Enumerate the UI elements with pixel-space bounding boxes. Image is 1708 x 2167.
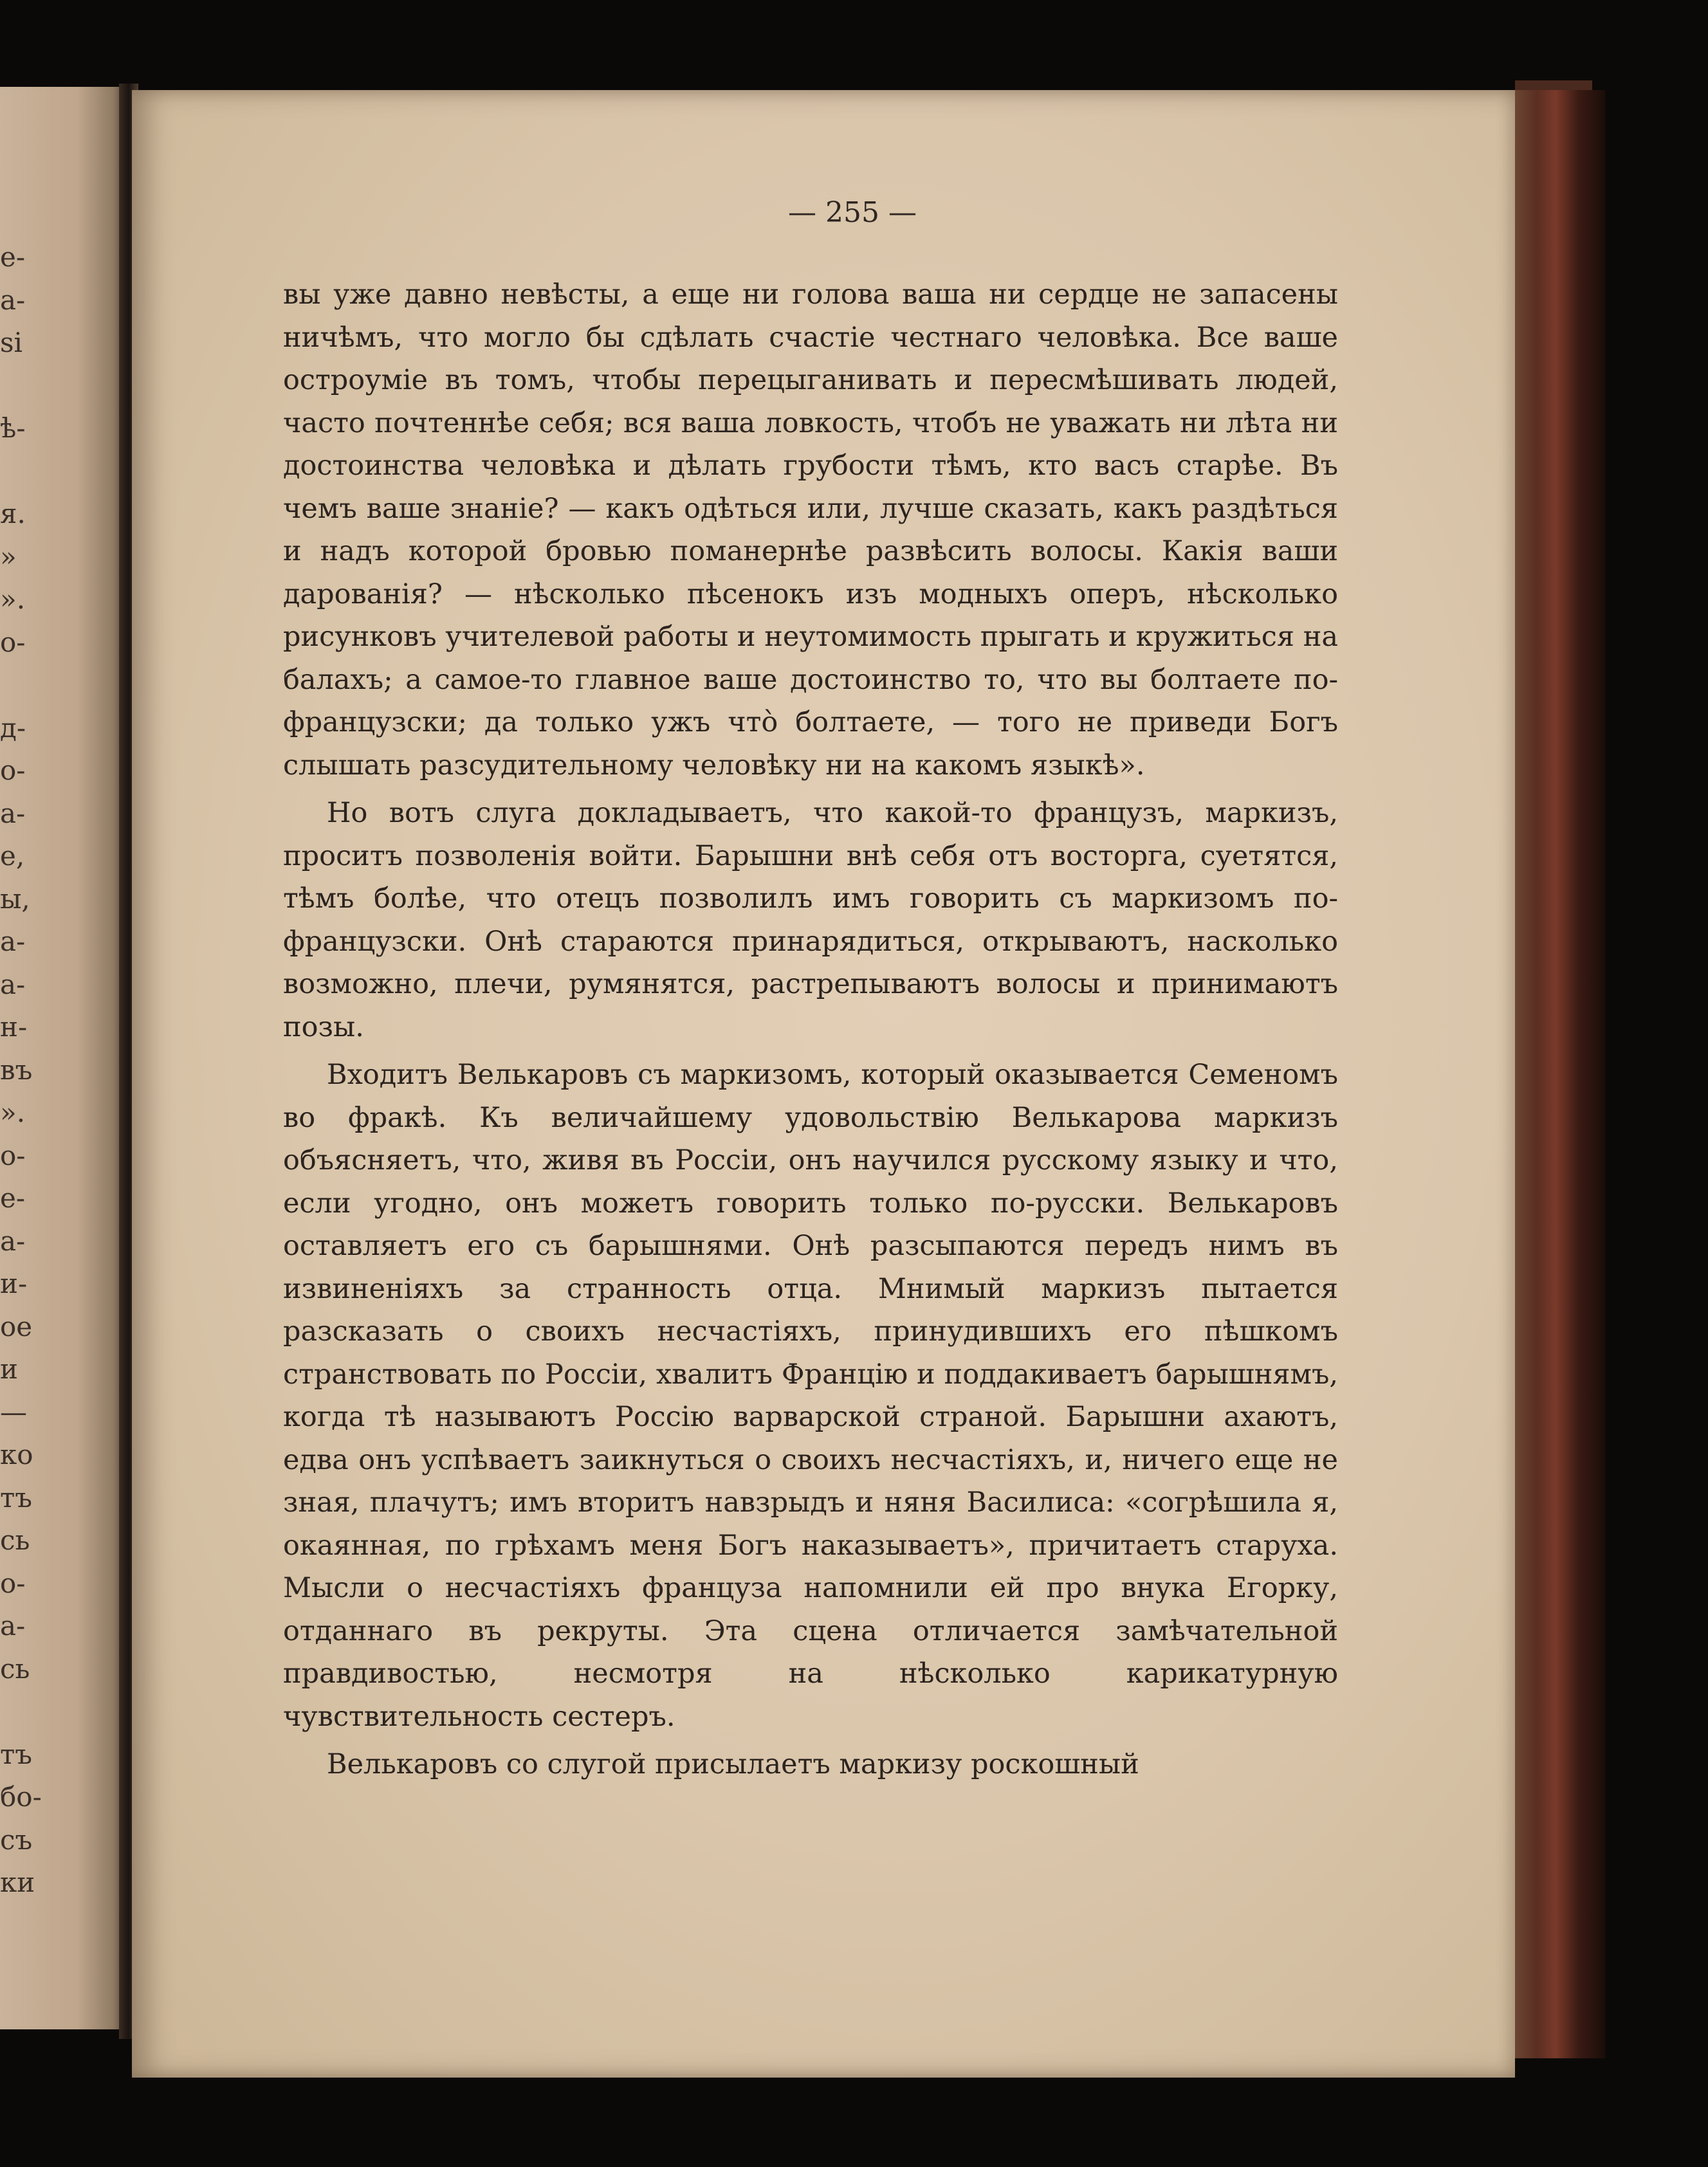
left-page-fragment: сь [0,1652,30,1685]
body-text [283,273,1338,1791]
left-page-fragment: ». [0,1097,26,1128]
left-page-fragment: и- [0,1268,28,1299]
left-page [0,87,129,2029]
left-page-fragment: » [0,540,17,572]
left-page-fragment: o- [0,754,26,786]
left-page-fragment: ѣ- [0,412,26,444]
left-page-fragment: a- [0,797,26,829]
left-page-fragment: — [0,1396,27,1428]
left-page-fragment: тъ [0,1738,32,1770]
left-page-fragment: ко [0,1439,33,1470]
left-page-fragment: и [0,1353,18,1385]
paragraph-1: вы уже давно невѣсты, а еще ни голова ваша ни сердце не запасены ничѣмъ, что могло бы сдѣлать счастіе честнаго человѣка. Все ваше остроуміе въ томъ, чтобы перецыганивать и пересмѣшивать людей, часто почтеннѣе себя; вся ваша ловкость, чтобъ не уважать ни лѣта ни достоинства человѣка и дѣлать грубости тѣмъ, кто васъ старѣе. Въ чемъ ваше знаніе? — какъ одѣться или, лучше сказать, какъ раздѣться и надъ которой бровью поманернѣе развѣсить волосы. Какія ваши дарованія? — нѣсколько пѣсенокъ изъ модныхъ оперъ, нѣсколько рисунковъ учителевой работы и неутомимость прыгать и кружиться на балахъ; а самое-то главное ваше достоинство то, что вы болтаете по-французски; да только ужъ что̀ болтаете, — того не приведи Богъ слышать разсудительному человѣку ни на какомъ языкѣ». [283,279,1338,782]
left-page-fragment: сь [0,1524,30,1556]
left-page-fragment: тъ [0,1481,32,1513]
left-page-fragment: o- [0,626,26,658]
left-page-fragment: ы, [0,882,30,915]
page-number: — 255 — [788,196,917,229]
left-page-fragment: a- [0,284,26,316]
paragraph-2: Но вотъ слуга докладываетъ, что какой-то французъ, маркизъ, проситъ позволенія войти. Барышни внѣ себя отъ восторга, суетятся, тѣмъ болѣе, что отецъ позволилъ имъ говорить съ маркизомъ по-французски. Онѣ стараются принарядиться, открываютъ, насколько возможно, плечи, румянятся, растрепываютъ волосы и принимаютъ позы. [283,797,1338,1043]
left-page-fragment: ». [0,583,26,615]
left-page-fragment: д- [0,711,26,744]
page-edges [1515,90,1605,2058]
paragraph-4: Велькаровъ со слугой присылаетъ маркизу роскошный [327,1748,1139,1780]
paragraph-3: Входитъ Велькаровъ съ маркизомъ, который оказывается Семеномъ во фракѣ. Къ величайшему удовольствію Велькарова маркизъ объясняетъ, что, живя въ Россіи, онъ научился русскому языку и что, если угодно, онъ можетъ говорить только по-русски. Велькаровъ оставляетъ его съ барышнями. Онѣ разсыпаются передъ нимъ въ извиненіяхъ за странность отца. Мнимый маркизъ пытается разсказать о своихъ несчастіяхъ, принудившихъ его пѣшкомъ странствовать по Россіи, хвалитъ Францію и поддакиваетъ барышнямъ, когда тѣ называютъ Россію варварской страной. Барышни ахаютъ, едва онъ успѣваетъ заикнуться о своихъ несчастіяхъ, и, ничего еще не зная, плачутъ; имъ вторитъ навзрыдъ и няня Василиса: «согрѣшила я, окаянная, по грѣхамъ меня Богъ наказываетъ», причитаетъ старуха. Мысли о несчастіяхъ француза напомнили ей про внука Егорку, отданнаго въ рекруты. Эта сцена отличается замѣчательной правдивостью, несмотря на нѣсколько карикатурную чувствительность сестеръ. [283,1059,1338,1733]
left-page-fragment: о- [0,1567,26,1599]
left-page-fragment: e- [0,1182,26,1214]
left-page-fragment: н- [0,1011,28,1043]
left-page-fragment: бо- [0,1781,42,1813]
left-page-fragment: въ [0,1054,33,1086]
left-page-fragment: а- [0,1610,26,1641]
left-page-fragment: съ [0,1824,33,1856]
left-page-fragment: a- [0,926,26,957]
left-page-fragment: si [0,327,23,358]
left-page-fragment: a- [0,968,26,1000]
left-page-fragment: я. [0,498,26,529]
left-page-fragment: e, [0,840,25,872]
left-page-fragment: e- [0,241,26,273]
left-page-fragment: ое [0,1310,33,1342]
left-page-fragment: ки [0,1867,35,1898]
left-page-fragment: o- [0,1139,26,1171]
left-page-fragment: a- [0,1225,26,1257]
